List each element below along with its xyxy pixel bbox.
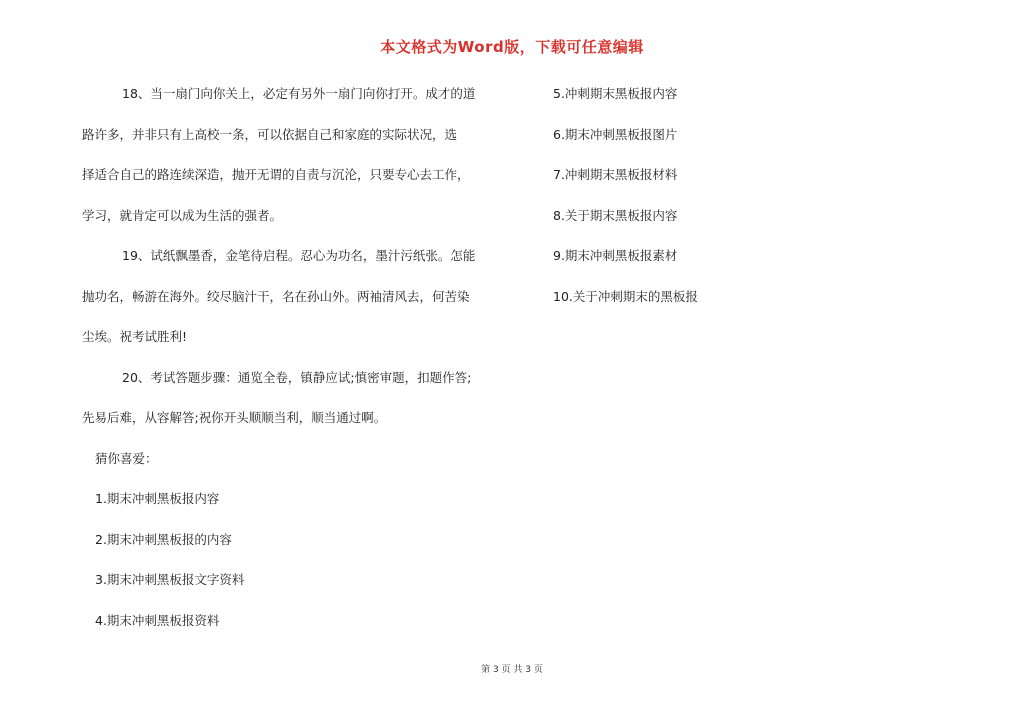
related-link[interactable]: 7.冲刺期末黑板报材料	[553, 167, 678, 182]
related-link[interactable]: 6.期末冲刺黑板报图片	[553, 126, 678, 142]
paragraph-line: 尘埃。祝考试胜利!	[82, 329, 188, 344]
related-link[interactable]: 5.冲刺期末黑板报内容	[553, 86, 678, 101]
paragraph-line: 择适合自己的路连续深造，抛开无谓的自责与沉沦，只要专心去工作，	[82, 167, 470, 182]
right-column	[553, 84, 813, 327]
paragraph-line: 先易后难，从容解答;祝你开头顺顺当利，顺当通过啊。	[82, 410, 387, 425]
related-heading: 猜你喜爱：	[95, 450, 158, 466]
page-number: 第 3 页 共 3 页	[481, 665, 543, 675]
related-link[interactable]: 2.期末冲刺黑板报的内容	[95, 531, 232, 547]
paragraph-line: 20、考试答题步骤：通览全卷，镇静应试;慎密审题，扣题作答;	[122, 369, 472, 385]
document-banner: 本文格式为Word版，下载可任意编辑	[380, 38, 644, 56]
related-link[interactable]: 10.关于冲刺期末的黑板报	[553, 288, 698, 304]
related-link[interactable]: 1.期末冲刺黑板报内容	[95, 491, 220, 506]
paragraph-line: 抛功名，畅游在海外。绞尽脑汁干，名在孙山外。两袖清风去，何苦染	[82, 288, 470, 304]
paragraph-line: 路许多，并非只有上高校一条，可以依据自己和家庭的实际状况，选	[82, 126, 458, 142]
left-column	[82, 84, 522, 651]
paragraph-line: 18、当一扇门向你关上，必定有另外一扇门向你打开。成才的道	[122, 86, 476, 101]
related-link[interactable]: 3.期末冲刺黑板报文字资料	[95, 572, 245, 587]
paragraph-line: 19、试纸飘墨香，金笔待启程。忍心为功名，墨汁污纸张。怎能	[122, 248, 476, 263]
related-link[interactable]: 4.期末冲刺黑板报资料	[95, 612, 220, 628]
related-link[interactable]: 8.关于期末黑板报内容	[553, 207, 678, 223]
related-link[interactable]: 9.期末冲刺黑板报素材	[553, 248, 678, 263]
paragraph-line: 学习，就肯定可以成为生活的强者。	[82, 207, 283, 223]
